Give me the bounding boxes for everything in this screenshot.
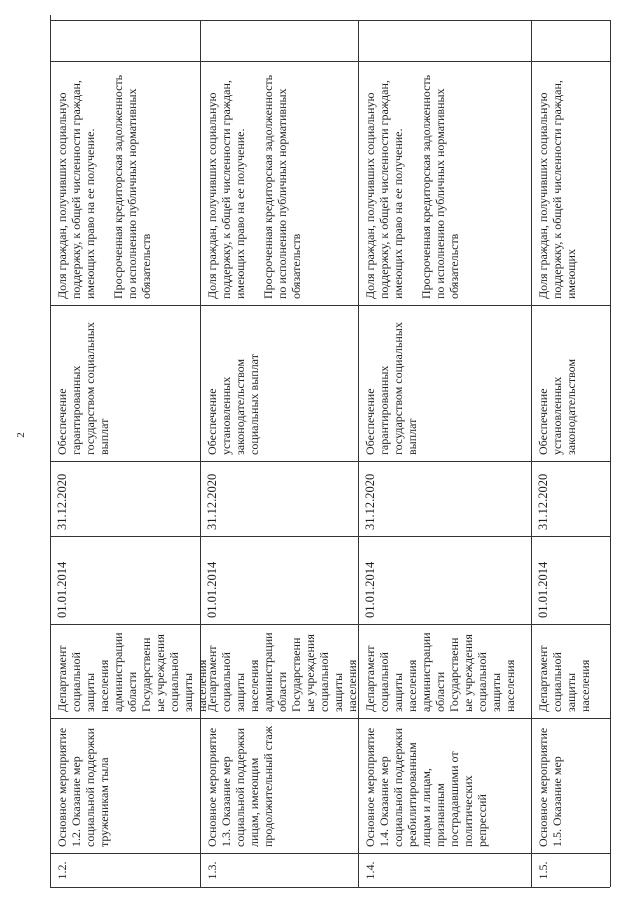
expected-result: Обеспечение установленных законодательством [532, 305, 611, 461]
end-date: 31.12.2020 [359, 461, 532, 536]
empty-cell [532, 20, 611, 61]
end-date: 31.12.2020 [201, 461, 359, 536]
end-date: 31.12.2020 [51, 461, 201, 536]
table-wrapper [50, 15, 610, 888]
row-number: 1.2. [51, 853, 201, 887]
indicators: Доля граждан, получивших социальную поддержку, к общей численности граждан, имеющих право на ее получение. Просроченная кредиторская задолженность по исполнению публичных нормативных обязательств [201, 61, 359, 305]
empty-cell [51, 20, 201, 61]
indicators: Доля граждан, получивших социальную поддержку, к общей численности граждан, имеющих [532, 61, 611, 305]
program-events-table [50, 15, 610, 888]
executor: Департамент социальной защиты населения администрации области Государственные учреждения социальной защиты населения [201, 624, 359, 718]
executor: Департамент социальной защиты населения администрации области Государственные учреждения социальной защиты населения [51, 624, 201, 718]
page-number: 2 [15, 432, 27, 438]
start-date: 01.01.2014 [359, 536, 532, 624]
event-name: Основное мероприятие 1.5. Оказание мер [532, 718, 611, 853]
event-name: Основное мероприятие 1.4. Оказание мер социальной поддержки реабилитированным лицам и лицам, признанным пострадавшими от политических репрессий [359, 718, 532, 853]
expected-result: Обеспечение гарантированных государством социальных выплат [359, 305, 532, 461]
expected-result: Обеспечение гарантированных государством социальных выплат [51, 305, 201, 461]
row-number: 1.5. [532, 853, 611, 887]
start-date: 01.01.2014 [201, 536, 359, 624]
indicators: Доля граждан, получивших социальную поддержку, к общей численности граждан, имеющих право на ее получение. Просроченная кредиторская задолженность по исполнению публичных нормативных обязательств [51, 61, 201, 305]
expected-result: Обеспечение установленных законодательством социальных выплат [201, 305, 359, 461]
row-number: 1.3. [201, 853, 359, 887]
event-name: Основное мероприятие 1.2. Оказание мер социальной поддержки труженикам тыла [51, 718, 201, 853]
event-name: Основное мероприятие 1.3. Оказание мер социальной поддержки лицам, имеющим продолжительный стаж [201, 718, 359, 853]
empty-cell [201, 20, 359, 61]
start-date: 01.01.2014 [51, 536, 201, 624]
row-number: 1.4. [359, 853, 532, 887]
indicators: Доля граждан, получивших социальную поддержку, к общей численности граждан, имеющих право на ее получение. Просроченная кредиторская задолженность по исполнению публичных нормативных обязательств [359, 61, 532, 305]
executor: Департамент социальной защиты населения администрации области Государственные учреждения социальной защиты населения [359, 624, 532, 718]
start-date: 01.01.2014 [532, 536, 611, 624]
empty-cell [359, 20, 532, 61]
end-date: 31.12.2020 [532, 461, 611, 536]
executor: Департамент социальной защиты населения [532, 624, 611, 718]
